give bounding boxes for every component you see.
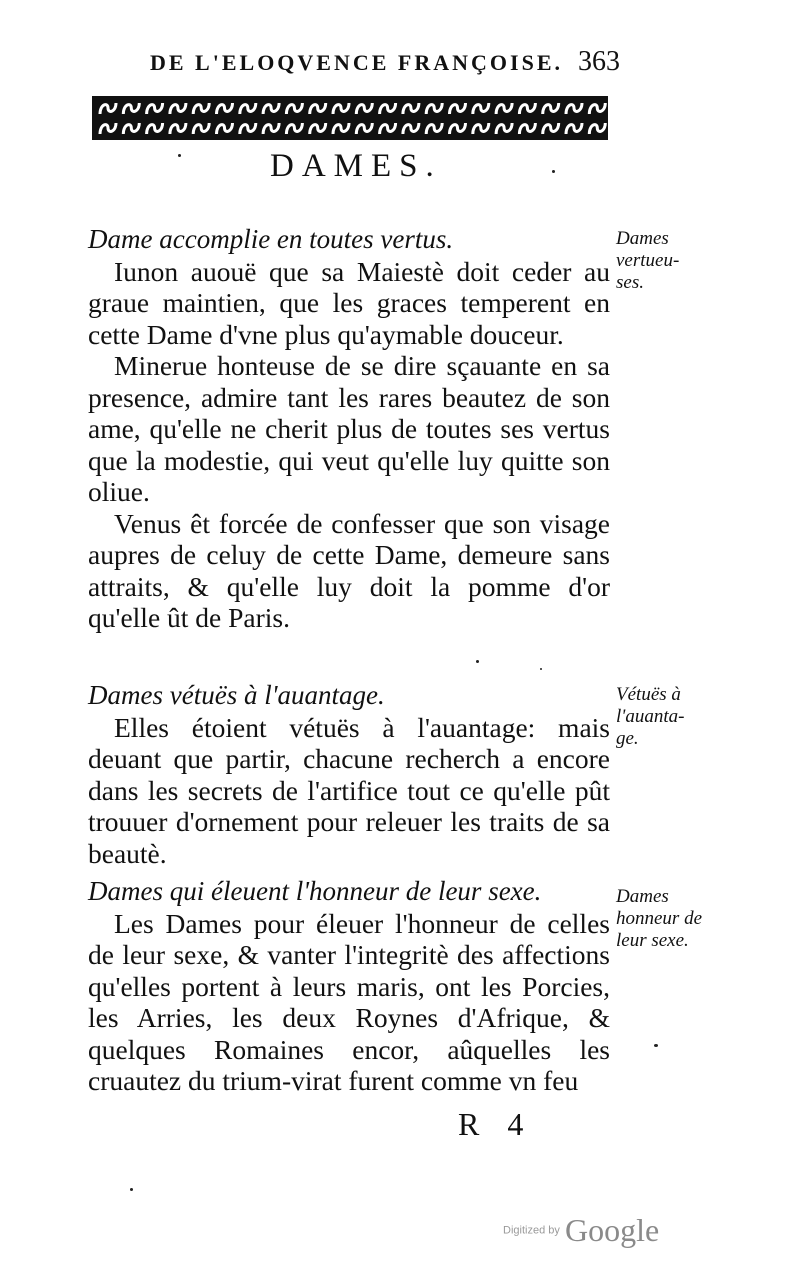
paragraph: Iunon auouë que sa Maiestè doit ceder au graue maintien, que les graces temperent en cette Dame d'vne plus qu'aymable douceur.: [88, 255, 610, 350]
ornament-band: [92, 96, 608, 140]
ornament-band-graphic: [92, 96, 608, 140]
margin-note: Dames vertueu- ses.: [616, 228, 680, 293]
print-speck: [552, 170, 555, 173]
paragraph: Minerue honteuse de se dire sçauante en sa presence, admire tant les rares beautez de son ame, qu'elle ne cherit plus de toutes ses vertus que la modestie, qui veut qu'elle luy quitte son oliue.: [88, 350, 610, 507]
running-head: [150, 44, 620, 84]
margin-note: Vétuës à l'auanta- ge.: [616, 684, 685, 749]
running-head-title: DE L'ELOQVENCE FRANÇOISE.: [150, 50, 564, 75]
text-block-3: [88, 876, 610, 1097]
signature-mark: R 4: [458, 1106, 534, 1142]
watermark-prefix: Digitized by: [503, 1224, 560, 1237]
digitization-watermark: [503, 1212, 659, 1249]
paragraph: Venus êt forcée de confesser que son visage aupres de celuy de cette Dame, demeure sans attraits, & qu'elle luy doit la pomme d'or qu'elle ût de Paris.: [88, 507, 610, 633]
section-heading: Dames vétuës à l'auantage.: [88, 680, 385, 710]
section-title: DAMES.: [270, 148, 442, 184]
print-speck: [540, 668, 542, 670]
watermark-brand: Google: [564, 1212, 660, 1248]
paragraph: Elles étoient vétuës à l'auantage: mais deuant que partir, chacune recherch a encore dans les secrets de l'artifice tout ce qu'elle pût trouuer d'ornement pour releuer les traits de sa beautè.: [88, 711, 610, 869]
margin-note: Dames honneur de leur sexe.: [616, 886, 703, 951]
page-number: 363: [578, 46, 620, 77]
print-speck: [476, 660, 479, 663]
text-block-1: [88, 224, 610, 634]
paragraph: Les Dames pour éleuer l'honneur de celles de leur sexe, & vanter l'integritè des affections qu'elles portent à leurs maris, ont les Porcies, les Arries, les deux Roynes d'Afrique, & quelques Romaines encor, aûquelles les cruautez du trium-virat furent comme vn feu: [88, 907, 610, 1096]
section-heading: Dame accomplie en toutes vertus.: [88, 224, 454, 254]
text-block-2: [88, 680, 610, 869]
print-speck: [178, 154, 181, 157]
print-speck: [130, 1188, 133, 1191]
section-heading: Dames qui éleuent l'honneur de leur sexe.: [88, 876, 542, 906]
print-speck: [654, 1044, 658, 1047]
